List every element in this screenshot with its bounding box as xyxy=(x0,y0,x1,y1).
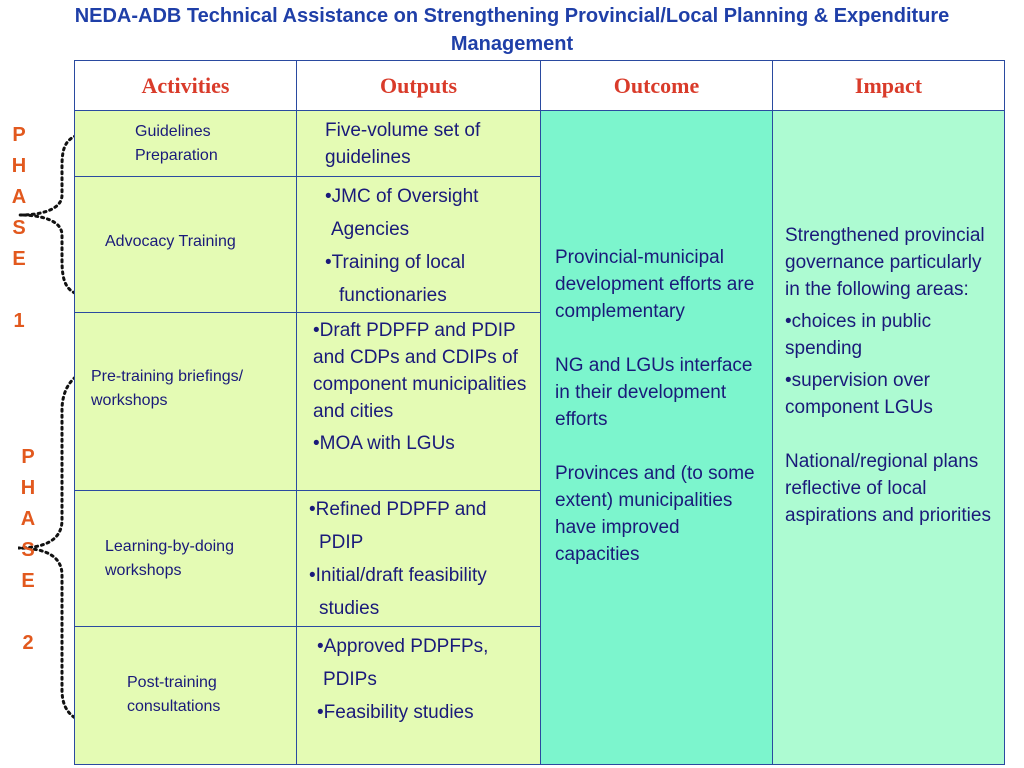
output-cell xyxy=(297,627,541,765)
phase1-label: P H A S E 1 xyxy=(11,124,27,332)
output-five-volume-guidelines: Five-volume set of guidelines xyxy=(325,120,481,168)
impact-item: Strengthened provincial governance particularly in the following areas: xyxy=(785,225,985,300)
output-cell xyxy=(297,111,541,177)
output-line: •Training of local xyxy=(325,252,466,273)
output-cell xyxy=(297,313,541,491)
output-line: functionaries xyxy=(339,285,447,306)
activity-pre-training-briefings: Pre-training briefings/ workshops xyxy=(91,368,244,409)
output-line: •JMC of Oversight xyxy=(325,186,479,207)
activity-cell xyxy=(75,177,297,313)
phase2-label: P H A S E 2 xyxy=(20,446,36,654)
output-line: •Initial/draft feasibility xyxy=(309,565,487,586)
activity-learning-by-doing: Learning-by-doing workshops xyxy=(105,538,234,579)
header-outputs: Outputs xyxy=(297,61,541,111)
impact-item: National/regional plans reflective of local aspirations and priorities xyxy=(785,451,991,526)
outcome-item: Provincial-municipal development efforts are complementary xyxy=(555,246,755,322)
framework-table xyxy=(74,60,1005,765)
header-row xyxy=(75,61,1005,111)
output-line: •MOA with LGUs xyxy=(313,433,455,454)
output-line: studies xyxy=(319,598,380,619)
outcome-item: Provinces and (to some extent) municipalities have improved capacities xyxy=(555,462,755,565)
impact-cell xyxy=(773,111,1005,765)
impact-item: •choices in public spending xyxy=(785,311,932,359)
output-line: •Feasibility studies xyxy=(317,702,474,723)
output-line: •Approved PDPFPs, xyxy=(317,636,489,657)
activity-cell xyxy=(75,111,297,177)
output-line: PDIPs xyxy=(323,669,377,690)
header-outcome: Outcome xyxy=(541,61,773,111)
activity-cell xyxy=(75,313,297,491)
activity-cell xyxy=(75,627,297,765)
header-impact: Impact xyxy=(773,61,1005,111)
activity-guidelines-preparation: Guidelines Preparation xyxy=(135,123,218,164)
output-cell xyxy=(297,491,541,627)
header-activities: Activities xyxy=(75,61,297,111)
output-line: PDIP xyxy=(319,532,364,553)
outcome-cell xyxy=(541,111,773,765)
activity-cell xyxy=(75,491,297,627)
output-cell xyxy=(297,177,541,313)
page-title: NEDA-ADB Technical Assistance on Strengthening Provincial/Local Planning & Expenditure Management xyxy=(74,5,950,55)
output-line: •Draft PDPFP and PDIP and CDPs and CDIPs of component municipalities and cities xyxy=(313,320,527,422)
output-line: •Refined PDPFP and xyxy=(309,499,487,520)
activity-post-training-consultations: Post-training consultations xyxy=(127,674,221,715)
impact-item: •supervision over component LGUs xyxy=(785,370,933,418)
table-row xyxy=(75,111,1005,177)
activity-advocacy-training: Advocacy Training xyxy=(105,232,236,250)
outcome-item: NG and LGUs interface in their development efforts xyxy=(555,354,753,430)
output-line: Agencies xyxy=(331,219,410,240)
